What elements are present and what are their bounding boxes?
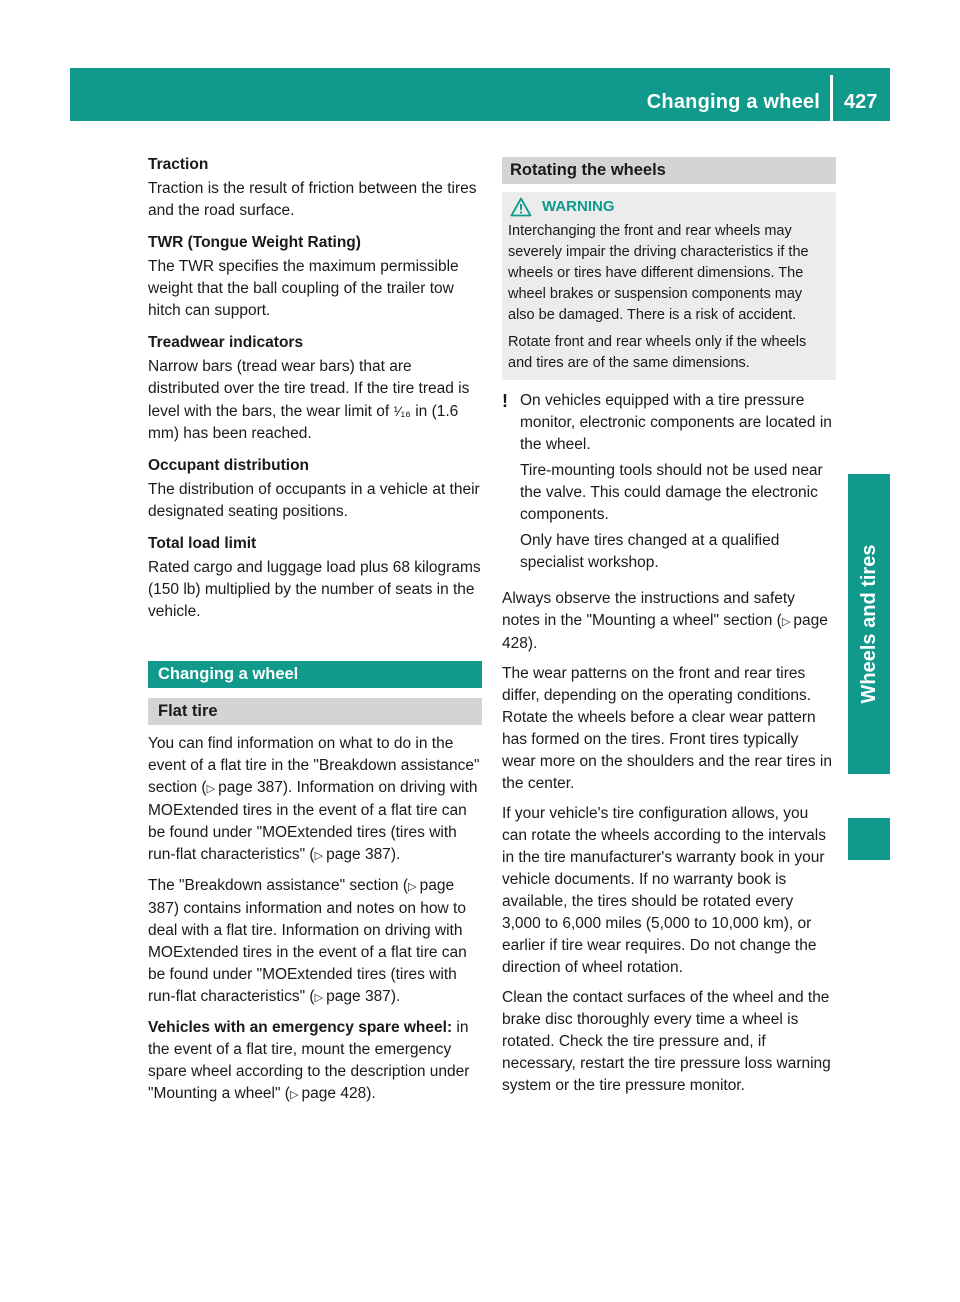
right-column [502,157,836,1105]
section-heading-text: Changing a wheel [158,665,299,683]
paragraph [148,1017,482,1106]
header-divider [830,75,833,121]
warning-triangle-icon [510,197,532,217]
page-ref-link[interactable]: page 387 [218,779,283,796]
term-title: Treadwear indicators [148,334,304,351]
term-title: Occupant distribution [148,457,310,474]
note-text: Tire-mounting tools should not be used near the valve. This could damage the electronic components. [520,462,823,523]
text: ). Information on driving with MOExtended tires in the event of a flat tire can be found under "MOExtended tires (tires with run-flat characteristics" ( [148,779,478,863]
term-body-text: Narrow bars (tread wear bars) that are distributed over the tire tread. If the tire tread is level with the bars, the wear limit of [148,358,470,420]
page-ref-link[interactable]: page 428 [502,612,828,652]
note [502,390,836,578]
term-body: Traction is the result of friction between the tires and the road surface. [148,180,477,219]
paragraph: If your vehicle's tire configuration allows, you can rotate the wheels according to the intervals in the tire manufacturer's warranty book in your vehicle documents. If no warranty book is available, the tires should be rotated every 3,000 to 6,000 miles (5,000 to 10,000 km), or earlier if tire wear requires. Do not change the direction of wheel rotation. [502,805,826,976]
paragraph [148,875,482,1009]
term-title: Total load limit [148,535,257,552]
subsection-heading-text: Flat tire [158,702,218,720]
text: ). [366,1085,376,1102]
page-ref-link[interactable]: page 387 [148,877,455,917]
text: Always observe the instructions and safety notes in the "Mounting a wheel" section ( [502,590,795,629]
warning-text: Rotate front and rear wheels only if the wheels and tires are of the same dimensions. [508,334,807,371]
text: ). [390,846,401,863]
section-heading [148,661,482,688]
term-title: Traction [148,156,209,173]
warning-box [502,192,836,380]
paragraph: Clean the contact surfaces of the wheel and the brake disc thoroughly every time a wheel is rotated. Check the tire pressure and, if necessary, restart the tire pressure loss warning system or the tire pressure monitor. [502,989,831,1094]
page-ref-link[interactable]: page 387 [326,846,391,863]
warning-text: Interchanging the front and rear wheels may severely impair the driving characteristics if the wheels or tires have different dimensions. The wheel brakes or suspension components may also be damaged. There is a risk of accident. [508,223,809,323]
left-column [148,154,482,1114]
page-title: Changing a wheel [646,91,820,113]
note-text: On vehicles equipped with a tire pressure monitor, electronic components are located in the wheel. [520,392,832,453]
warning-label: WARNING [542,198,615,215]
page-ref-link[interactable]: page 428 [301,1085,367,1102]
text: in the event of a flat tire, mount the emergency spare wheel according to the description under "Mounting a wheel" ( [148,1019,470,1102]
text: ) contains information and notes on how to deal with a flat tire. Information on driving with MOExtended tires in the event of a flat tire can be found under "MOExtended tires (tires with run-flat characteristics" ( [148,900,467,1005]
term-title: TWR (Tongue Weight Rating) [148,234,361,251]
exclamation-icon: ! [502,391,508,411]
side-tab-label: Wheels and tires [858,544,880,704]
bold-lead: Vehicles with an emergency spare wheel: [148,1019,453,1036]
text: You can find information on what to do in the event of a flat tire in the "Breakdown assistance" section ( [148,735,480,796]
text: The "Breakdown assistance" section ( [148,877,408,894]
note-text: Only have tires changed at a qualified specialist workshop. [520,532,780,571]
paragraph [148,733,482,867]
page-ref-arrow-icon: ▷ [289,1089,299,1101]
section-heading-text: Rotating the wheels [510,161,666,179]
subsection-heading [148,698,482,725]
paragraph [502,588,836,655]
page-ref-arrow-icon: ▷ [314,850,324,862]
text: ). [390,988,401,1005]
term-body [148,356,482,445]
page-ref-link[interactable]: page 387 [326,988,391,1005]
warning-header [508,196,830,217]
term-body: The TWR specifies the maximum permissible weight that the ball coupling of the trailer tow hitch can support. [148,258,459,319]
term-body: Rated cargo and luggage load plus 68 kilograms (150 lb) multiplied by the number of seats in the vehicle. [148,559,481,620]
page-ref-arrow-icon: ▷ [408,881,417,893]
paragraph: The wear patterns on the front and rear tires differ, depending on the operating conditions. Rotate the wheels before a clear wear pattern has formed on the tires. Front tires typically wear more on the shoulders and the rear tires in the center. [502,665,832,792]
side-tab-marker [848,818,890,860]
fraction: ¹⁄₁₆ [393,403,411,419]
page-ref-arrow-icon: ▷ [781,616,791,628]
page-ref-arrow-icon: ▷ [206,783,216,795]
section-heading [502,157,836,184]
term-body-text: in (1.6 mm) has been reached. [148,403,459,442]
spacer [148,633,482,661]
page-number: 427 [844,91,878,113]
note-body [520,390,836,578]
term-body: The distribution of occupants in a vehicle at their designated seating positions. [148,481,480,520]
page-ref-arrow-icon: ▷ [314,992,324,1004]
text: ). [527,635,538,652]
